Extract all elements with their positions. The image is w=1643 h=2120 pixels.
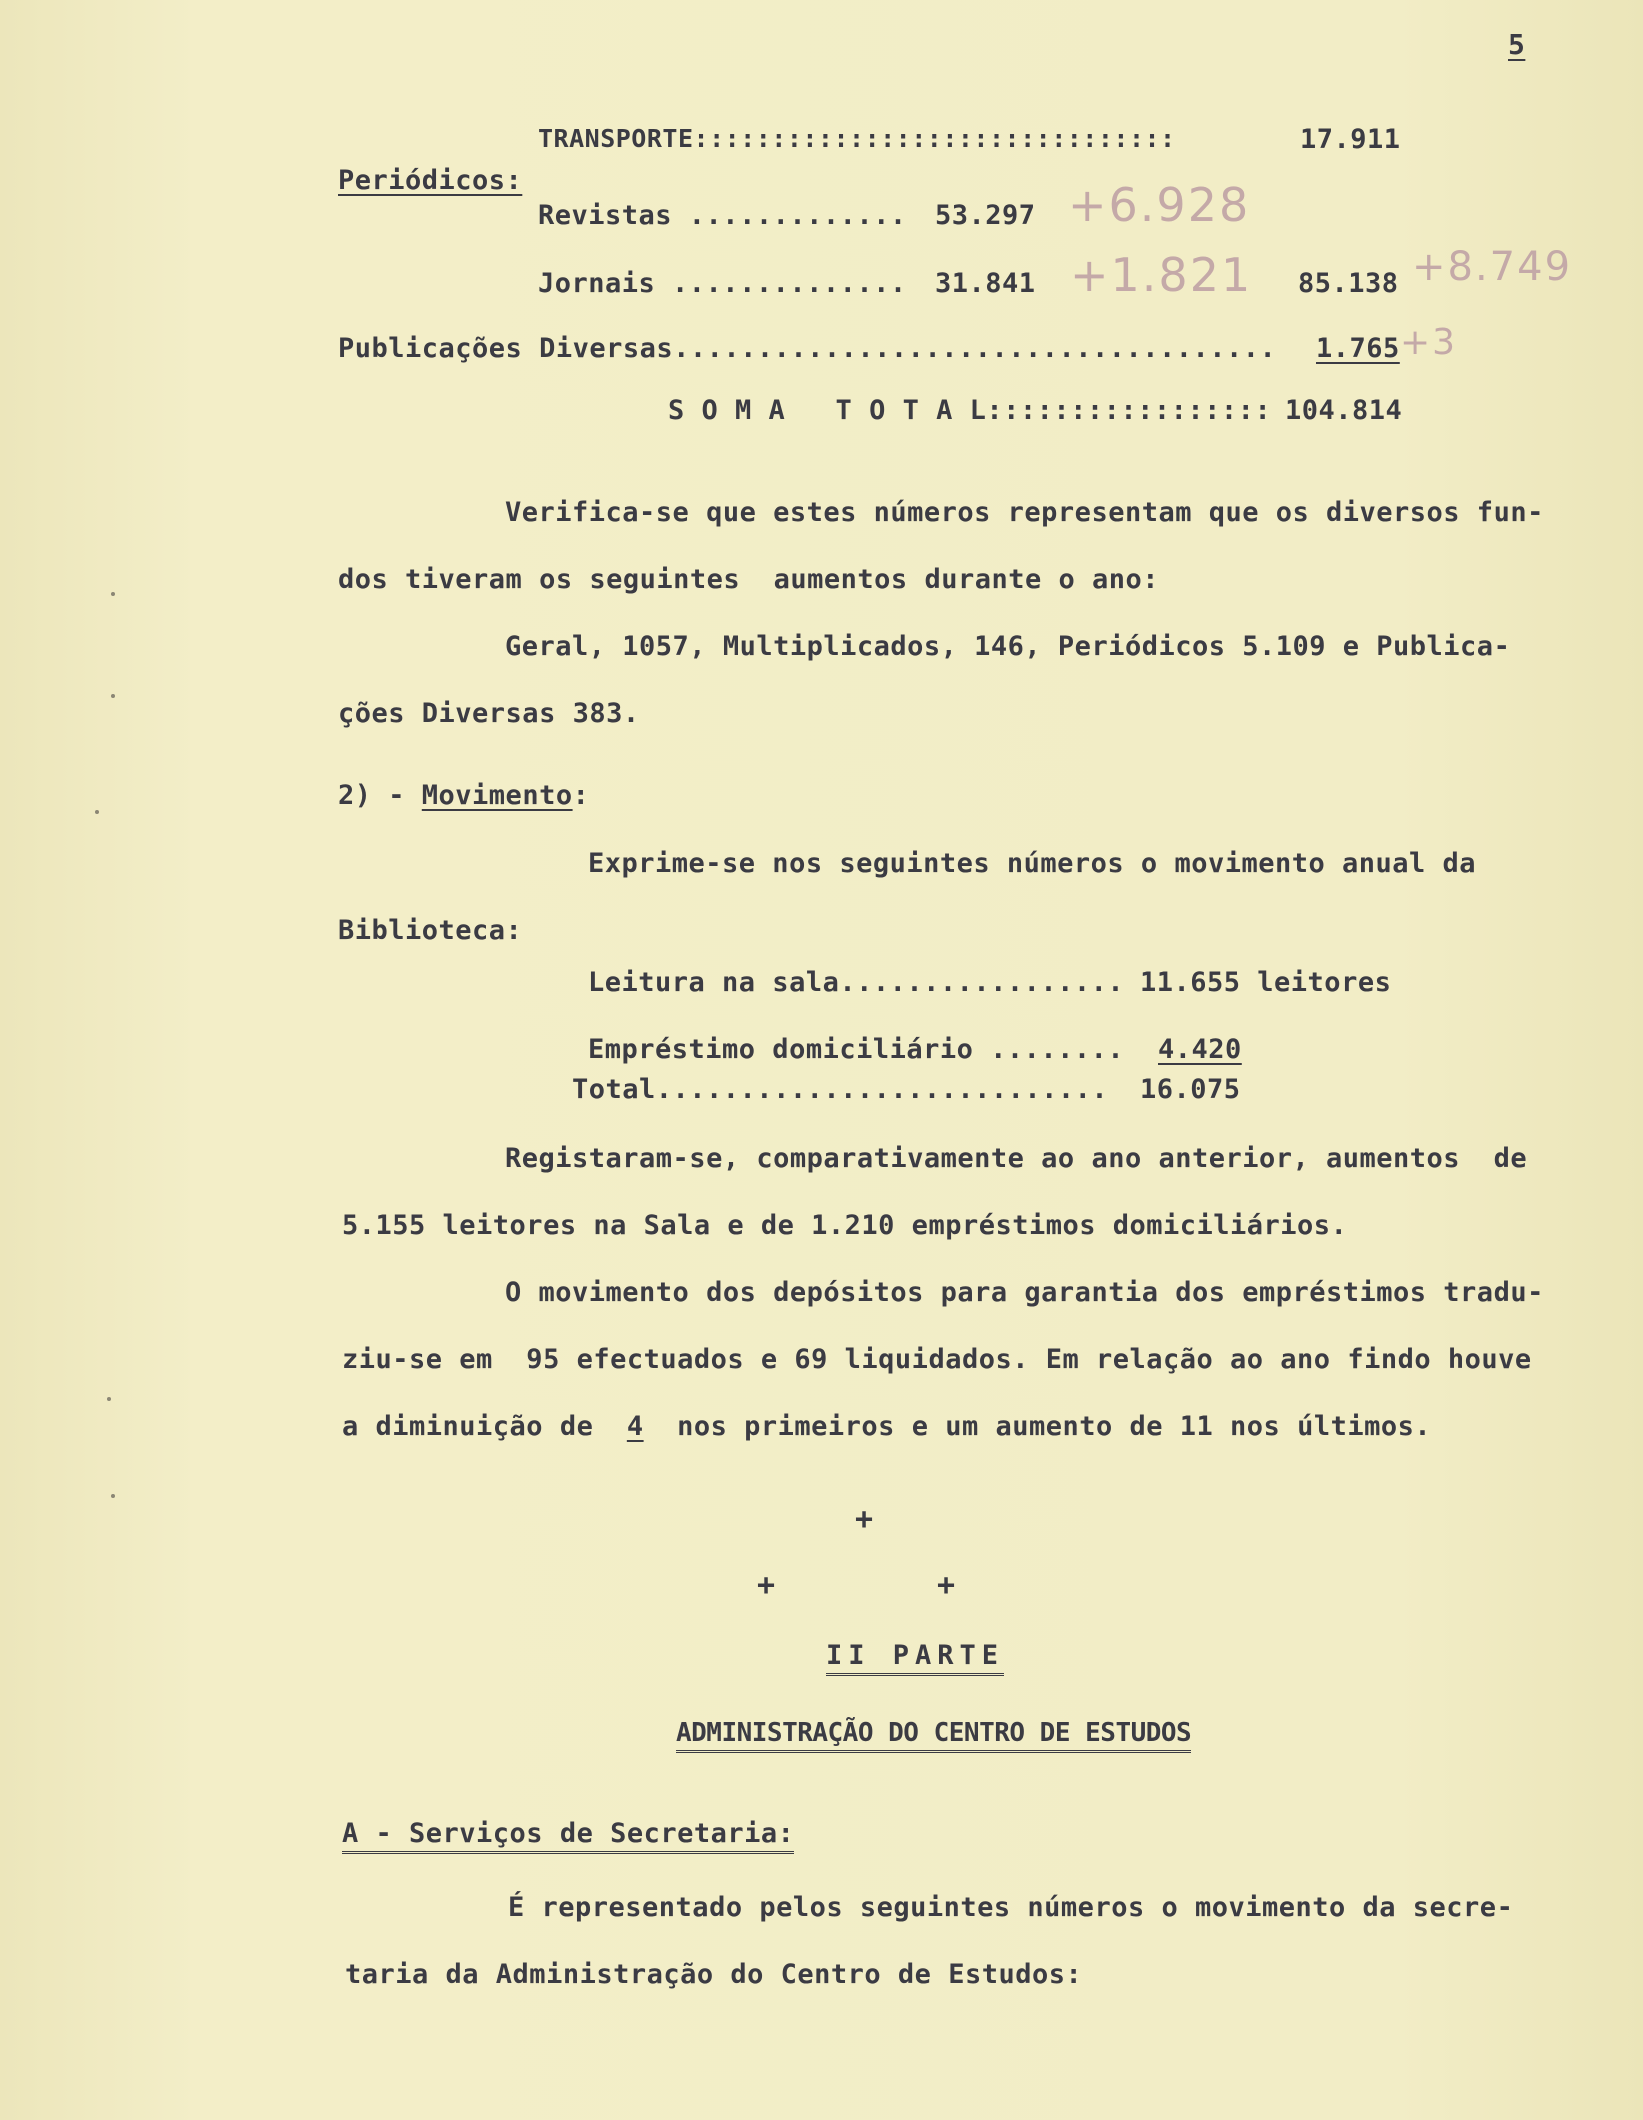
section-a-line2: taria da Administração do Centro de Estudos: <box>345 1959 1083 1990</box>
transporte-label: TRANSPORTE::::::::::::::::::::::::::::::: <box>538 124 1176 153</box>
jornais-label: Jornais .............. <box>538 268 907 299</box>
margin-speck <box>111 1494 115 1498</box>
revistas-label: Revistas ............. <box>538 200 907 231</box>
movimento-colon: : <box>572 780 590 811</box>
leitura-label: Leitura na sala................. <box>588 967 1125 998</box>
jornais-handwritten-note: +1.821 <box>1070 248 1253 302</box>
part2-subtitle: ADMINISTRAÇÃO DO CENTRO DE ESTUDOS <box>676 1718 1191 1753</box>
publicacoes-value: 1.765 <box>1316 333 1400 364</box>
movimento-intro-line2: Biblioteca: <box>338 915 523 946</box>
movimento-number: 2) - <box>338 780 422 811</box>
para3-line3-number: 4 <box>626 1411 644 1442</box>
para1-line1: Verifica-se que estes números representam que os diversos fun- <box>505 497 1544 528</box>
jornais-value: 31.841 <box>935 268 1036 299</box>
soma-total-label: S O M A T O T A L::::::::::::::::: <box>668 395 1272 426</box>
separator-cross-top: + <box>855 1502 874 1537</box>
para3-line1: O movimento dos depósitos para garantia dos empréstimos tradu- <box>505 1277 1544 1308</box>
para3-line3 <box>342 1411 1431 1442</box>
margin-speck <box>111 592 115 596</box>
para2-line1: Registaram-se, comparativamente ao ano anterior, aumentos de <box>505 1143 1528 1174</box>
total-value: 16.075 <box>1140 1074 1241 1105</box>
revistas-value: 53.297 <box>935 200 1036 231</box>
periodicos-heading: Periódicos: <box>338 165 523 196</box>
para3-line2: ziu-se em 95 efectuados e 69 liquidados. Em relação ao ano findo houve <box>342 1344 1532 1375</box>
emprestimo-label: Empréstimo domiciliário ........ <box>588 1034 1125 1065</box>
para2-line2: 5.155 leitores na Sala e de 1.210 empréstimos domiciliários. <box>342 1210 1348 1241</box>
revistas-handwritten-note: +6.928 <box>1068 178 1251 232</box>
page-number: 5 <box>1508 28 1526 61</box>
para1-line2: dos tiveram os seguintes aumentos durante o ano: <box>338 564 1160 595</box>
movimento-intro-line1: Exprime-se nos seguintes números o movimento anual da <box>588 848 1477 879</box>
margin-speck <box>107 1397 111 1401</box>
movimento-heading <box>338 780 589 811</box>
movimento-title: Movimento <box>421 780 573 811</box>
emprestimo-value: 4.420 <box>1158 1034 1242 1065</box>
para3-line3-end: nos primeiros e um aumento de 11 nos últimos. <box>643 1411 1432 1442</box>
publicacoes-label: Publicações Diversas.................................... <box>338 333 1277 364</box>
transporte-value: 17.911 <box>1300 124 1401 155</box>
part2-title: II PARTE <box>826 1640 1004 1676</box>
publicacoes-handwritten-note: +3 <box>1400 322 1458 363</box>
periodicos-total-handwritten-note: +8.749 <box>1412 244 1573 290</box>
margin-speck <box>111 694 115 698</box>
separator-cross-left: + <box>757 1568 776 1603</box>
para1-line4: ções Diversas 383. <box>338 698 640 729</box>
section-a-heading: A - Serviços de Secretaria: <box>342 1818 794 1854</box>
para1-line3: Geral, 1057, Multiplicados, 146, Periódicos 5.109 e Publica- <box>505 631 1511 662</box>
periodicos-total-value: 85.138 <box>1298 268 1399 299</box>
total-label: Total........................... <box>572 1074 1109 1105</box>
section-a-line1: É representado pelos seguintes números o movimento da secre- <box>508 1892 1514 1923</box>
separator-cross-right: + <box>937 1568 956 1603</box>
para3-line3-start: a diminuição de <box>342 1411 627 1442</box>
leitura-value: 11.655 leitores <box>1140 967 1392 998</box>
margin-speck <box>95 810 99 814</box>
soma-total-value: 104.814 <box>1285 395 1403 426</box>
